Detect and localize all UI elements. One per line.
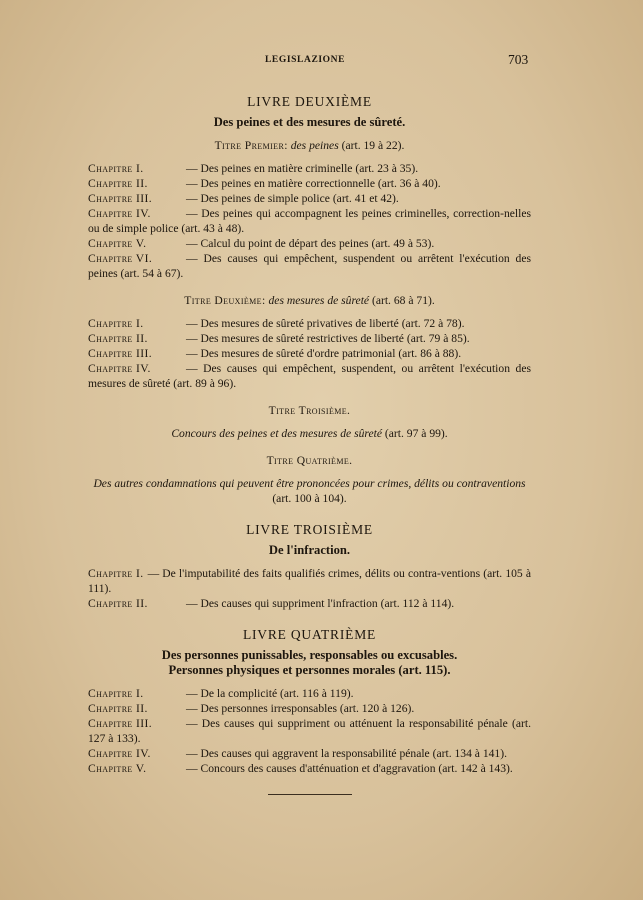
chapter-entry <box>88 251 531 281</box>
chapter-text: — Des causes qui suppriment l'infraction (art. 112 à 114). <box>186 597 455 610</box>
titre-2-chapter-list <box>88 316 531 391</box>
chapter-text: — Des causes qui empêchent, suspendent, ou arrêtent l'exécution des mesures de sûreté (art. 89 à 96). <box>88 362 531 390</box>
chapter-text: — Concours des causes d'atténuation et d'aggravation (art. 142 à 143). <box>186 762 513 775</box>
titre-1-label: Titre Premier: <box>214 139 288 152</box>
livre-3-chapter-list <box>88 566 531 611</box>
chapter-text: — Des causes qui suppriment ou atténuent la responsabilité pénale (art. 127 à 133). <box>88 717 531 745</box>
chapter-label: Chapitre IV. <box>88 207 151 220</box>
page-content <box>88 94 531 795</box>
chapter-entry <box>88 566 531 596</box>
titre-1-heading <box>88 138 531 153</box>
chapter-entry <box>88 206 531 236</box>
chapter-entry <box>88 191 531 206</box>
chapter-label: Chapitre II. <box>88 177 148 190</box>
chapter-text: — Des peines en matière correctionnelle (art. 36 à 40). <box>186 177 441 190</box>
chapter-text: — Des mesures de sûreté d'ordre patrimonial (art. 86 à 88). <box>186 347 462 360</box>
livre-3-subtitle: De l'infraction. <box>268 543 351 557</box>
titre-2-label: Titre Deuxième: <box>184 294 266 307</box>
chapter-entry <box>88 236 531 251</box>
livre-4-title: LIVRE QUATRIÈME <box>242 627 377 642</box>
page-number: 703 <box>508 52 529 67</box>
chapter-entry <box>88 686 531 701</box>
running-head: LEGISLAZIONE <box>265 55 346 65</box>
chapter-entry <box>88 316 531 331</box>
chapter-entry <box>88 596 531 611</box>
chapter-label: Chapitre II. <box>88 597 148 610</box>
chapter-label: Chapitre I. <box>88 317 144 330</box>
titre-3-label: Titre Troisième. <box>268 404 351 417</box>
chapter-label: Chapitre II. <box>88 332 148 345</box>
titre-4-range: (art. 100 à 104). <box>272 492 347 505</box>
livre-2-title: LIVRE DEUXIÈME <box>247 94 372 109</box>
titre-1-range: (art. 19 à 22). <box>341 139 405 152</box>
titre-3-heading <box>88 426 531 441</box>
chapter-label: Chapitre I. <box>88 567 144 580</box>
chapter-label: Chapitre VI. <box>88 252 153 265</box>
titre-3-name: Concours des peines et des mesures de sûreté <box>171 427 382 440</box>
titre-1-chapter-list <box>88 161 531 281</box>
livre-4-subtitle-line-2: Personnes physiques et personnes morales (art. 115). <box>168 663 451 677</box>
chapter-entry <box>88 331 531 346</box>
titre-2-range: (art. 68 à 71). <box>371 294 435 307</box>
titre-2-name: des mesures de sûreté <box>268 294 370 307</box>
livre-2-subtitle: Des peines et des mesures de sûreté. <box>213 115 406 129</box>
closing-rule <box>268 794 352 795</box>
chapter-label: Chapitre I. <box>88 687 144 700</box>
titre-4-heading <box>74 476 545 506</box>
chapter-label: Chapitre V. <box>88 237 147 250</box>
chapter-entry <box>88 716 531 746</box>
page-header <box>0 52 643 72</box>
chapter-text: — De la complicité (art. 116 à 119). <box>186 687 354 700</box>
chapter-text: — Calcul du point de départ des peines (art. 49 à 53). <box>186 237 435 250</box>
chapter-text: — Des peines qui accompagnent les peines criminelles, correction-nelles ou de simple police (art. 43 à 48). <box>88 207 531 235</box>
chapter-label: Chapitre III. <box>88 347 153 360</box>
livre-3-title: LIVRE TROISIÈME <box>246 522 373 537</box>
chapter-text: — Des peines en matière criminelle (art. 23 à 35). <box>186 162 419 175</box>
chapter-entry <box>88 161 531 176</box>
chapter-label: Chapitre IV. <box>88 362 151 375</box>
chapter-text: — Des causes qui empêchent, suspendent ou arrêtent l'exécution des peines (art. 54 à 67). <box>88 252 531 280</box>
chapter-entry <box>88 361 531 391</box>
chapter-label: Chapitre II. <box>88 702 148 715</box>
titre-4-label: Titre Quatrième. <box>266 454 353 467</box>
titre-2-heading <box>88 293 531 308</box>
titre-4-name: Des autres condamnations qui peuvent être prononcées pour crimes, délits ou contraventions <box>93 477 526 490</box>
chapter-entry <box>88 346 531 361</box>
chapter-label: Chapitre III. <box>88 717 153 730</box>
chapter-entry <box>88 746 531 761</box>
chapter-text: — Des personnes irresponsables (art. 120 à 126). <box>186 702 415 715</box>
chapter-entry <box>88 701 531 716</box>
chapter-label: Chapitre IV. <box>88 747 151 760</box>
chapter-text: — Des mesures de sûreté privatives de liberté (art. 72 à 78). <box>186 317 465 330</box>
chapter-label: Chapitre I. <box>88 162 144 175</box>
livre-4-subtitle-line-1: Des personnes punissables, responsables ou excusables. <box>161 648 458 662</box>
chapter-entry <box>88 176 531 191</box>
titre-1-name: des peines <box>290 139 339 152</box>
livre-4-chapter-list <box>88 686 531 776</box>
chapter-text: — De l'imputabilité des faits qualifiés crimes, délits ou contra-ventions (art. 105 à 111). <box>88 567 531 595</box>
titre-3-range: (art. 97 à 99). <box>384 427 448 440</box>
chapter-label: Chapitre V. <box>88 762 147 775</box>
chapter-text: — Des mesures de sûreté restrictives de liberté (art. 79 à 85). <box>186 332 470 345</box>
chapter-entry <box>88 761 531 776</box>
chapter-text: — Des causes qui aggravent la responsabilité pénale (art. 134 à 141). <box>186 747 507 760</box>
chapter-text: — Des peines de simple police (art. 41 et 42). <box>186 192 399 205</box>
chapter-label: Chapitre III. <box>88 192 153 205</box>
